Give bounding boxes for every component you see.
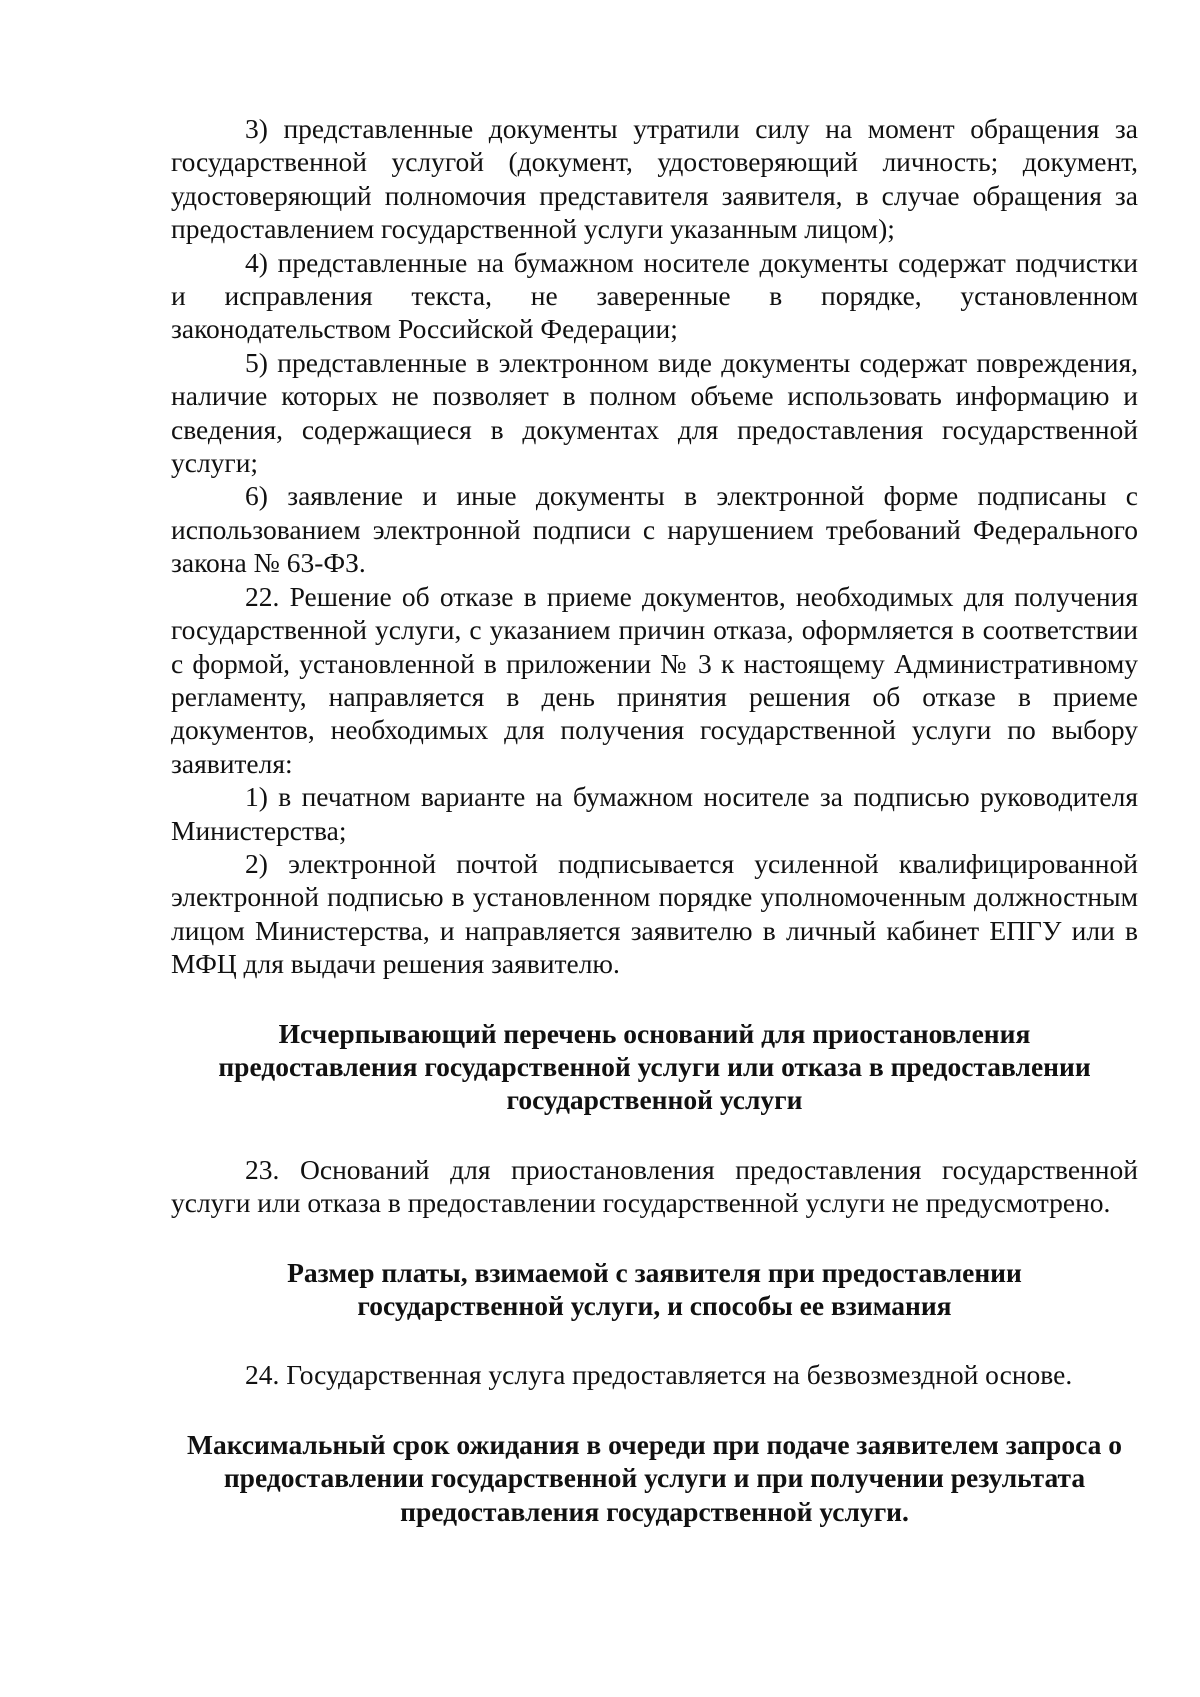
document-body — [171, 112, 1138, 1528]
paragraph-22: 22. Решение об отказе в приеме документов, необходимых для получения государственной услуги, с указанием причин отказа, оформляется в соответствии с формой, установленной в приложении № 3 к настоящему Административному регламенту, направляется в день принятия решения об отказе в приеме документов, необходимых для получения государственной услуги по выбору заявителя: — [171, 580, 1138, 779]
list-item-4: 4) представленные на бумажном носителе документы содержат подчистки и исправления текста, не заверенные в порядке, установленном законодательством Российской Федерации; — [171, 246, 1138, 345]
waiting-heading — [171, 1428, 1138, 1528]
fee-heading-line-2: государственной услуги, и способы ее взимания — [357, 1290, 952, 1321]
paragraph-22-option-2: 2) электронной почтой подписывается усиленной квалифицированной электронной подписью в установленном порядке уполномоченным должностным лицом Министерства, и направляется заявителю в личный кабинет ЕПГУ или в МФЦ для выдачи решения заявителю. — [171, 847, 1138, 980]
waiting-heading-line-3: предоставления государственной услуги. — [400, 1495, 909, 1527]
suspension-heading-line-3: государственной услуги — [506, 1084, 803, 1116]
suspension-heading — [171, 1017, 1138, 1117]
list-item-6: 6) заявление и иные документы в электронной форме подписаны с использованием электронной подписи с нарушением требований Федерального закона № 63-ФЗ. — [171, 480, 1138, 579]
fee-heading — [171, 1256, 1138, 1323]
suspension-heading-line-1: Исчерпывающий перечень оснований для приостановления — [278, 1017, 1031, 1049]
waiting-heading-line-2: предоставлении государственной услуги и при получении результата — [223, 1462, 1086, 1494]
list-item-3: 3) представленные документы утратили силу на момент обращения за государственной услугой (документ, удостоверяющий личность; документ, удостоверяющий полномочия представителя заявителя, в случае обращения за предоставлением государственной услуги указанным лицом); — [171, 113, 1138, 245]
paragraph-22-option-1: 1) в печатном варианте на бумажном носителе за подписью руководителя Министерства; — [171, 781, 1138, 846]
waiting-heading-line-1: Максимальный срок ожидания в очереди при подаче заявителем запроса о — [186, 1428, 1122, 1460]
list-item-5: 5) представленные в электронном виде документы содержат повреждения, наличие которых не позволяет в полном объеме использовать информацию и сведения, содержащиеся в документах для предоставления государственной услуги; — [171, 346, 1138, 479]
suspension-heading-line-2: предоставления государственной услуги или отказа в предоставлении — [218, 1050, 1091, 1082]
paragraph-24: 24. Государственная услуга предоставляется на безвозмездной основе. — [245, 1359, 1073, 1391]
fee-heading-line-1: Размер платы, взимаемой с заявителя при предоставлении — [287, 1256, 1022, 1288]
paragraph-23: 23. Оснований для приостановления предоставления государственной услуги или отказа в предоставлении государственной услуги не предусмотрено. — [171, 1153, 1138, 1219]
